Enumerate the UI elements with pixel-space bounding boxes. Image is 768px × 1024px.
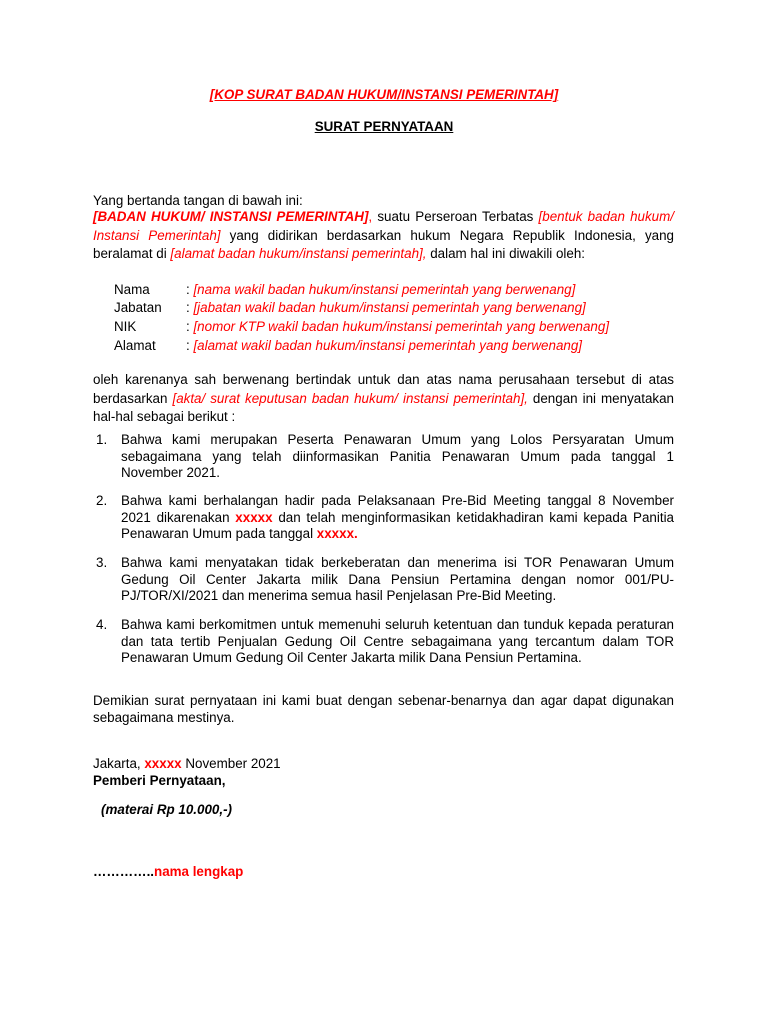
closing-paragraph: Demikian surat pernyataan ini kami buat dengan sebenar-benarnya dan agar dapat digunakan sebagaimana mestinya.: [93, 693, 674, 725]
reason-blank: xxxxx: [235, 509, 273, 525]
identity-label: NIK: [114, 319, 137, 334]
entity-established-text: yang didirikan berdasarkan hukum Negara Republik Indonesia, yang beralamat di: [93, 227, 674, 261]
statement-item-4: [96, 617, 674, 667]
authority-paragraph: [93, 371, 674, 427]
authority-pre-text: oleh karenanya sah berwenang bertindak untuk dan atas nama perusahaan tersebut di atas berdasarkan: [93, 372, 674, 406]
statement-number: 4.: [96, 617, 108, 632]
signature-month-year: November 2021: [181, 756, 281, 771]
identity-label: Jabatan: [114, 300, 162, 315]
signatory-role: Pemberi Pernyataan,: [93, 773, 226, 788]
identity-sep: :: [186, 338, 194, 353]
authority-post-text: dengan ini menyatakan hal-hal sebagai berikut :: [93, 390, 674, 424]
entity-paragraph: [93, 208, 674, 264]
statement-text: Bahwa kami merupakan Peserta Penawaran Umum yang Lolos Persyaratan Umum sebagaimana yang telah diinformasikan Panitia Penawaran Umum pada tanggal 1 November 2021.: [121, 432, 674, 480]
signature-place-date: [93, 755, 281, 773]
signature-dots: …………..: [93, 864, 155, 879]
identity-sep: :: [186, 300, 194, 315]
statement-text: [121, 493, 674, 543]
statement-text: Bahwa kami menyatakan tidak berkeberatan dan menerima isi TOR Penawaran Umum Gedung Oil Center Jakarta milik Dana Pensiun Pertamina dengan nomor 001/PU-PJ/TOR/XI/2021 dan menerima semua hasil Penjelasan Pre-Bid Meeting.: [121, 555, 674, 603]
statement-2-pre: Bahwa kami berhalangan hadir pada Pelaksanaan Pre-Bid Meeting tanggal 8 November 2021 dikarenakan: [121, 493, 674, 525]
date-blank: xxxxx.: [316, 526, 358, 541]
entity-name-placeholder: [BADAN HUKUM/ INSTANSI PEMERINTAH]: [93, 209, 369, 224]
identity-label: Alamat: [114, 338, 156, 353]
identity-value-placeholder: [alamat wakil badan hukum/instansi pemerintah yang berwenang]: [193, 338, 583, 353]
stamp-duty-note: (materai Rp 10.000,-): [101, 802, 232, 817]
identity-value-placeholder: [jabatan wakil badan hukum/instansi pemerintah yang berwenang]: [193, 300, 586, 315]
statement-text: Bahwa kami berkomitmen untuk memenuhi seluruh ketentuan dan tunduk kepada peraturan dan tata tertib Penjualan Gedung Oil Centre sebagaimana yang tercantum dalam TOR Penawaran Umum Gedung Oil Center Jakarta milik Dana Pensiun Pertamina.: [121, 617, 674, 665]
statement-2-mid: dan telah menginformasikan ketidakhadiran kami kepada Panitia Penawaran Umum pada tanggal: [121, 509, 674, 541]
identity-value-placeholder: [nomor KTP wakil badan hukum/instansi pemerintah yang berwenang]: [193, 319, 610, 334]
authority-deed-placeholder: [akta/ surat keputusan badan hukum/ instansi pemerintah],: [172, 390, 528, 406]
undersigned-line: Yang bertanda tangan di bawah ini:: [93, 193, 303, 208]
entity-comma: ,: [368, 209, 373, 224]
statement-item-1: [96, 432, 674, 482]
page-title: SURAT PERNYATAAN: [314, 119, 454, 134]
entity-form-placeholder: [bentuk badan hukum/ Instansi Pemerintah]: [93, 209, 674, 243]
identity-label: Nama: [114, 282, 150, 297]
entity-type-text: suatu Perseroan Terbatas: [372, 209, 539, 224]
identity-row-address: [114, 337, 582, 355]
statement-item-3: [96, 555, 674, 605]
identity-sep: :: [186, 319, 194, 334]
identity-row-position: [114, 299, 586, 317]
letterhead-placeholder: [KOP SURAT BADAN HUKUM/INSTANSI PEMERINTAH]: [209, 87, 559, 102]
represented-by-text: dalam hal ini diwakili oleh:: [426, 246, 586, 261]
identity-sep: :: [186, 282, 194, 297]
identity-row-nik: [114, 318, 609, 336]
signature-name-line: [93, 863, 243, 881]
entity-address-placeholder: [alamat badan hukum/instansi pemerintah],: [170, 246, 427, 261]
signature-day-blank: xxxxx: [144, 756, 182, 771]
signature-city: Jakarta,: [93, 756, 145, 771]
statement-number: 3.: [96, 555, 108, 570]
identity-row-name: [114, 281, 575, 299]
statement-number: 2.: [96, 493, 108, 508]
identity-value-placeholder: [nama wakil badan hukum/instansi pemerintah yang berwenang]: [193, 282, 576, 297]
signatory-name-placeholder: nama lengkap: [154, 864, 244, 879]
statement-item-2: [96, 493, 674, 543]
statement-number: 1.: [96, 432, 108, 447]
